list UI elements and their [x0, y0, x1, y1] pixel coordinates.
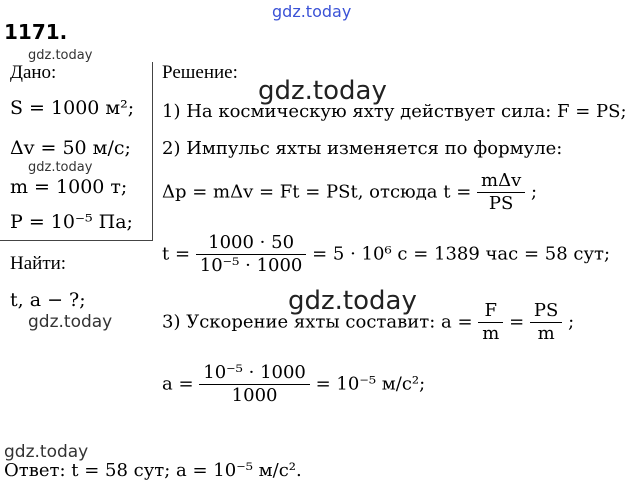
given-title: Дано: — [10, 62, 57, 83]
given-divider-vertical — [152, 62, 153, 240]
acceleration-formula-line — [162, 300, 574, 345]
a-calc-rhs: = 10⁻⁵ м/с²; — [315, 373, 426, 395]
t-formula-fraction — [477, 170, 525, 215]
problem-number: 1171. — [4, 20, 68, 44]
a-fraction-end: ; — [568, 311, 575, 333]
solution-title: Решение: — [162, 62, 238, 83]
t-calc-denominator: 10⁻⁵ · 1000 — [199, 255, 303, 276]
a-calculation-line — [162, 362, 425, 407]
momentum-equation-line — [162, 170, 537, 215]
t-formula-numerator: mΔv — [477, 170, 525, 193]
solution-step1: 1) На космическую яхту действует сила: F = PS; — [162, 101, 627, 122]
watermark-find: gdz.today — [28, 312, 113, 332]
a-fraction-1-numerator: F — [478, 300, 503, 323]
given-area: S = 1000 м²; — [10, 97, 135, 119]
watermark-given-mid: gdz.today — [28, 160, 93, 175]
a-calc-denominator: 1000 — [231, 385, 278, 406]
given-mass: m = 1000 т; — [10, 176, 128, 198]
t-calc-lhs: t = — [162, 243, 191, 265]
t-formula-end: ; — [531, 181, 538, 203]
t-calc-fraction — [196, 232, 307, 277]
a-calc-lhs: a = — [162, 373, 194, 395]
a-fraction-equals: = — [509, 311, 525, 333]
a-fraction-1-denominator: m — [482, 323, 500, 344]
a-fraction-2-denominator: m — [537, 323, 555, 344]
t-calc-rhs: = 5 · 10⁶ с = 1389 час = 58 сут; — [312, 243, 611, 265]
watermark-solution-mid: gdz.today — [288, 286, 417, 316]
given-delta-v: Δv = 50 м/с; — [10, 137, 131, 159]
watermark-solution-top: gdz.today — [258, 76, 387, 106]
a-fraction-2-numerator: PS — [530, 300, 562, 323]
site-watermark: gdz.today — [272, 2, 352, 21]
find-title: Найти: — [10, 253, 67, 274]
solution-step2: 2) Импульс яхты изменяется по формуле: — [162, 138, 563, 159]
find-unknowns: t, a − ?; — [10, 289, 86, 311]
watermark-given: gdz.today — [28, 48, 93, 63]
a-calc-fraction — [199, 362, 310, 407]
solution-step3: 3) Ускорение яхты составит: a = — [162, 311, 473, 333]
t-calculation-line — [162, 232, 610, 277]
given-pressure: P = 10⁻⁵ Па; — [10, 211, 133, 233]
momentum-equation: Δp = mΔv = Ft = PSt, отсюда t = — [162, 181, 472, 203]
t-formula-denominator: PS — [488, 193, 514, 214]
t-calc-numerator: 1000 · 50 — [196, 232, 307, 255]
watermark-answer: gdz.today — [4, 442, 89, 462]
answer-line: Ответ: t = 58 сут; a = 10⁻⁵ м/с². — [4, 460, 302, 481]
a-fraction-2 — [530, 300, 562, 345]
given-divider-horizontal — [0, 240, 153, 241]
a-fraction-1 — [478, 300, 503, 345]
a-calc-numerator: 10⁻⁵ · 1000 — [199, 362, 310, 385]
